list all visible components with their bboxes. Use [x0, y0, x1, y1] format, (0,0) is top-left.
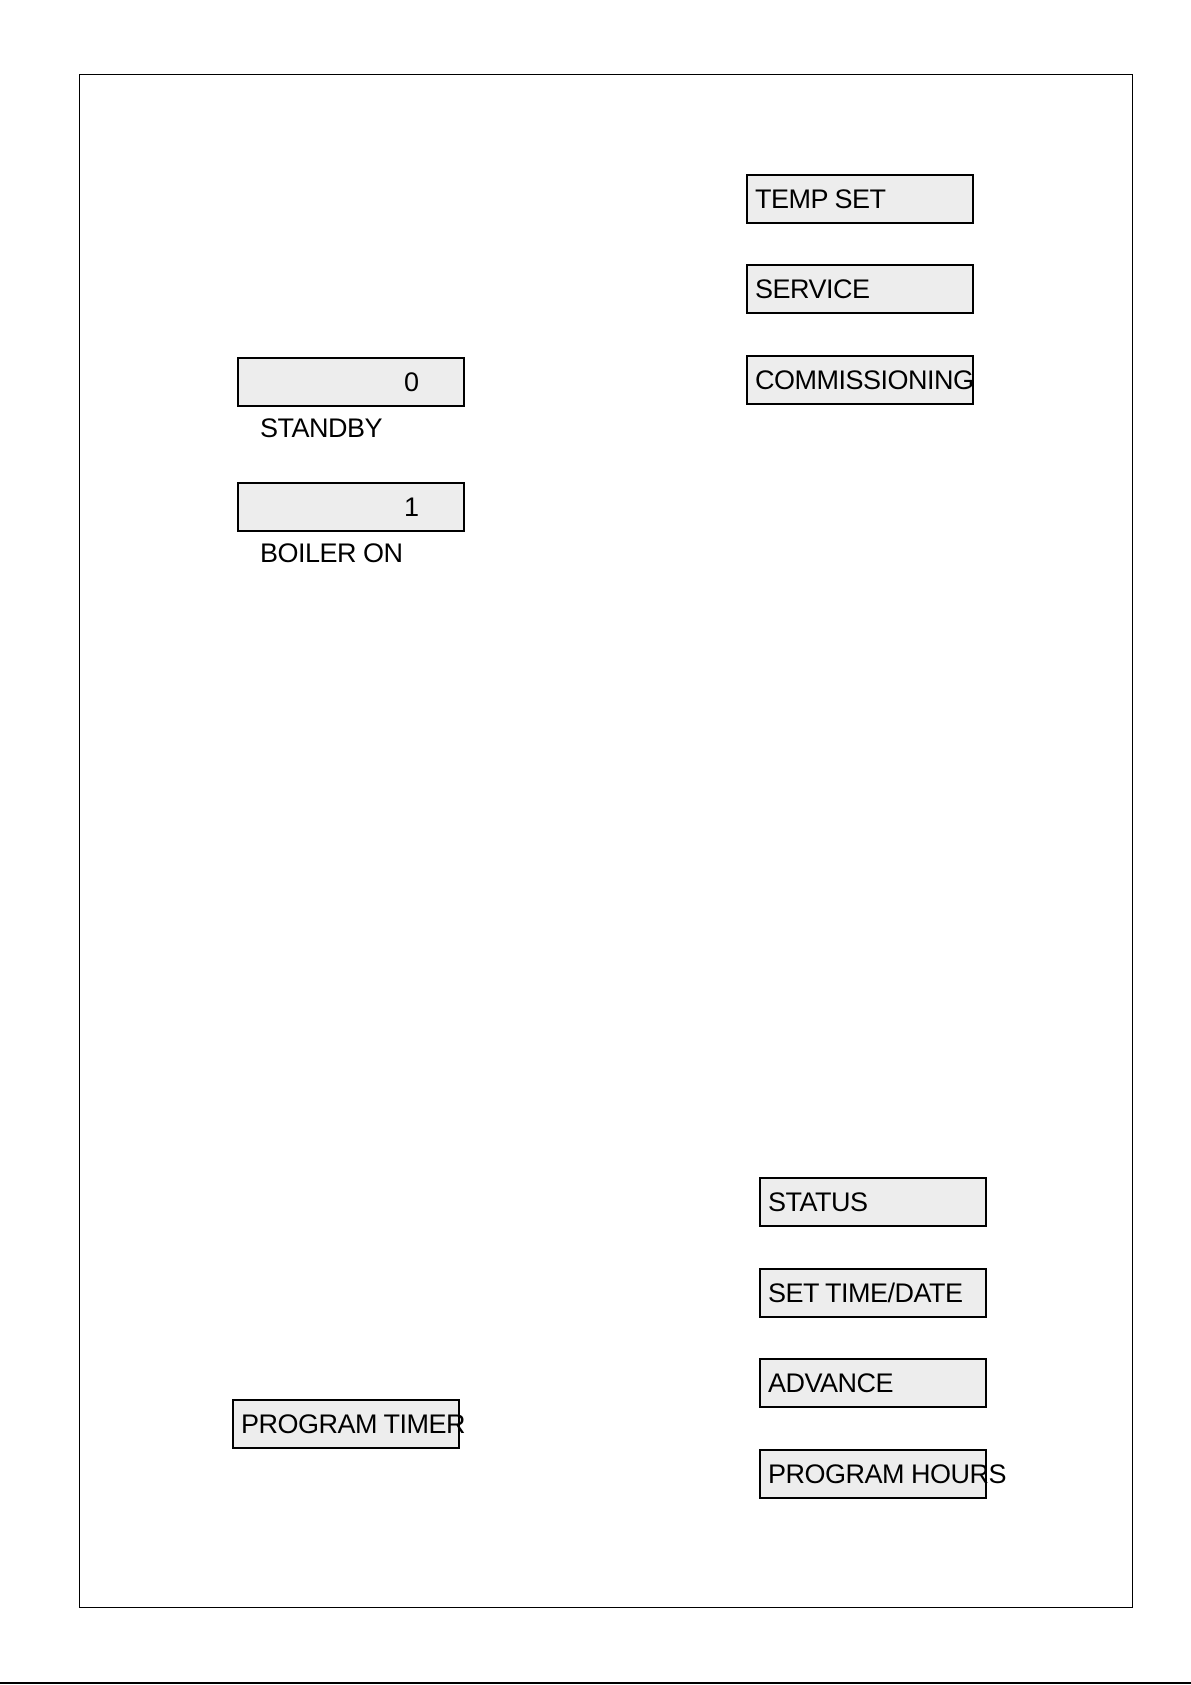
- service-label: SERVICE: [746, 264, 974, 314]
- set-time-date-label: SET TIME/DATE: [759, 1268, 987, 1318]
- program-timer-label: PROGRAM TIMER: [232, 1399, 460, 1449]
- standby-label: [237, 357, 465, 443]
- standby-text: STANDBY: [260, 413, 383, 443]
- program-hours-label: PROGRAM HOURS: [759, 1449, 987, 1499]
- status-label: STATUS: [759, 1177, 987, 1227]
- page-bottom-rule: [0, 1682, 1191, 1684]
- boiler-on-text: BOILER ON: [260, 538, 403, 568]
- commissioning-label: COMMISSIONING: [746, 355, 974, 405]
- standby-code: 0: [404, 367, 419, 397]
- boiler-on-code: 1: [404, 492, 419, 522]
- advance-label: ADVANCE: [759, 1358, 987, 1408]
- temp-set-label: TEMP SET: [746, 174, 974, 224]
- boiler-on-label: [237, 482, 465, 568]
